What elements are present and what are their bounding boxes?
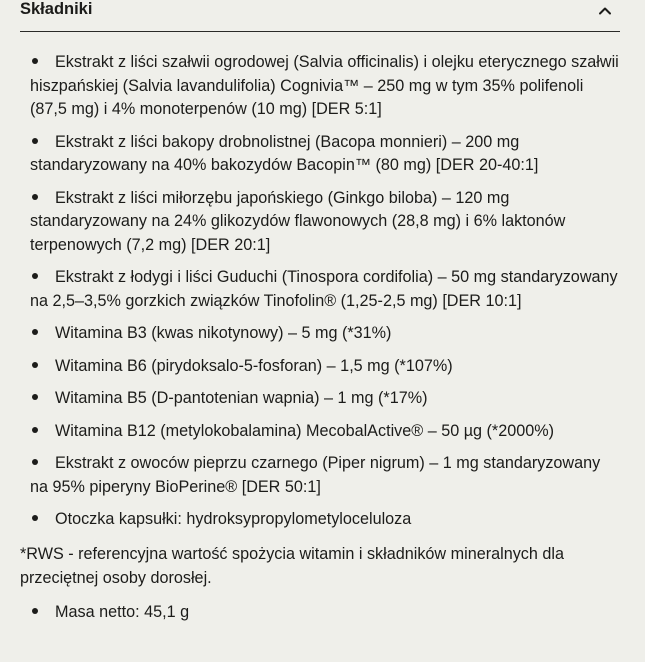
ingredient-text: Ekstrakt z liści szałwii ogrodowej (Salvia officinalis) i olejku eterycznego szałwii hiszpańskiej (Salvia lavandulifolia) Cognivia™ – 250 mg w tym 35% polifenoli (87,5 mg) i 4% monoterpenów (10 mg) [DER 5:1]	[30, 53, 619, 118]
ingredient-text: Witamina B5 (D-pantotenian wapnia) – 1 mg (*17%)	[55, 389, 428, 407]
accordion-header[interactable]	[20, 0, 620, 32]
bullet-icon	[32, 394, 38, 400]
list-item	[30, 187, 620, 258]
list-item	[30, 387, 620, 411]
net-weight-list	[20, 601, 620, 625]
ingredient-text: Witamina B3 (kwas nikotynowy) – 5 mg (*31%)	[55, 324, 392, 342]
bullet-icon	[32, 273, 38, 279]
ingredient-text: Ekstrakt z owoców pieprzu czarnego (Piper nigrum) – 1 mg standaryzowany na 95% piperyny BioPerine® [DER 50:1]	[30, 454, 601, 496]
list-item	[30, 355, 620, 379]
ingredients-list	[20, 51, 620, 532]
ingredient-text: Otoczka kapsułki: hydroksypropylometyloceluloza	[55, 510, 412, 528]
ingredient-text: Ekstrakt z liści bakopy drobnolistnej (Bacopa monnieri) – 200 mg standaryzowany na 40% bakozydów Bacopin™ (80 mg) [DER 20-40:1]	[30, 132, 539, 174]
section-title: Składniki	[20, 0, 93, 18]
bullet-icon	[32, 362, 38, 368]
list-item	[30, 131, 620, 178]
ingredient-text: Ekstrakt z liści miłorzębu japońskiego (Ginkgo biloba) – 120 mg standaryzowany na 24% glikozydów flawonowych (28,8 mg) i 6% laktonów terpenowych (7,2 mg) [DER 20:1]	[30, 188, 566, 254]
list-item	[30, 51, 620, 122]
bullet-icon	[32, 138, 38, 144]
net-weight-text: Masa netto: 45,1 g	[55, 602, 190, 621]
bullet-icon	[32, 58, 38, 64]
accordion-content	[20, 51, 620, 624]
bullet-icon	[32, 329, 38, 335]
list-item	[30, 601, 620, 625]
bullet-icon	[32, 459, 38, 465]
list-item	[30, 452, 620, 499]
bullet-icon	[32, 427, 38, 433]
chevron-up-icon[interactable]	[594, 0, 616, 22]
list-item	[30, 420, 620, 444]
bullet-icon	[32, 194, 38, 200]
list-item	[30, 508, 620, 532]
bullet-icon	[32, 515, 38, 521]
list-item	[30, 322, 620, 346]
ingredient-text: Ekstrakt z łodygi i liści Guduchi (Tinospora cordifolia) – 50 mg standaryzowany na 2,5–3,5% gorzkich związków Tinofolin® (1,25-2,5 mg) [DER 10:1]	[30, 268, 618, 310]
bullet-icon	[32, 608, 38, 614]
ingredient-text: Witamina B6 (pirydoksalo-5-fosforan) – 1,5 mg (*107%)	[55, 356, 453, 375]
rws-footnote: *RWS - referencyjna wartość spożycia witamin i składników mineralnych dla przeciętnej osoby dorosłej.	[20, 544, 564, 587]
list-item	[30, 266, 620, 313]
ingredient-text: Witamina B12 (metylokobalamina) MecobalActive® – 50 µg (*2000%)	[55, 421, 555, 440]
